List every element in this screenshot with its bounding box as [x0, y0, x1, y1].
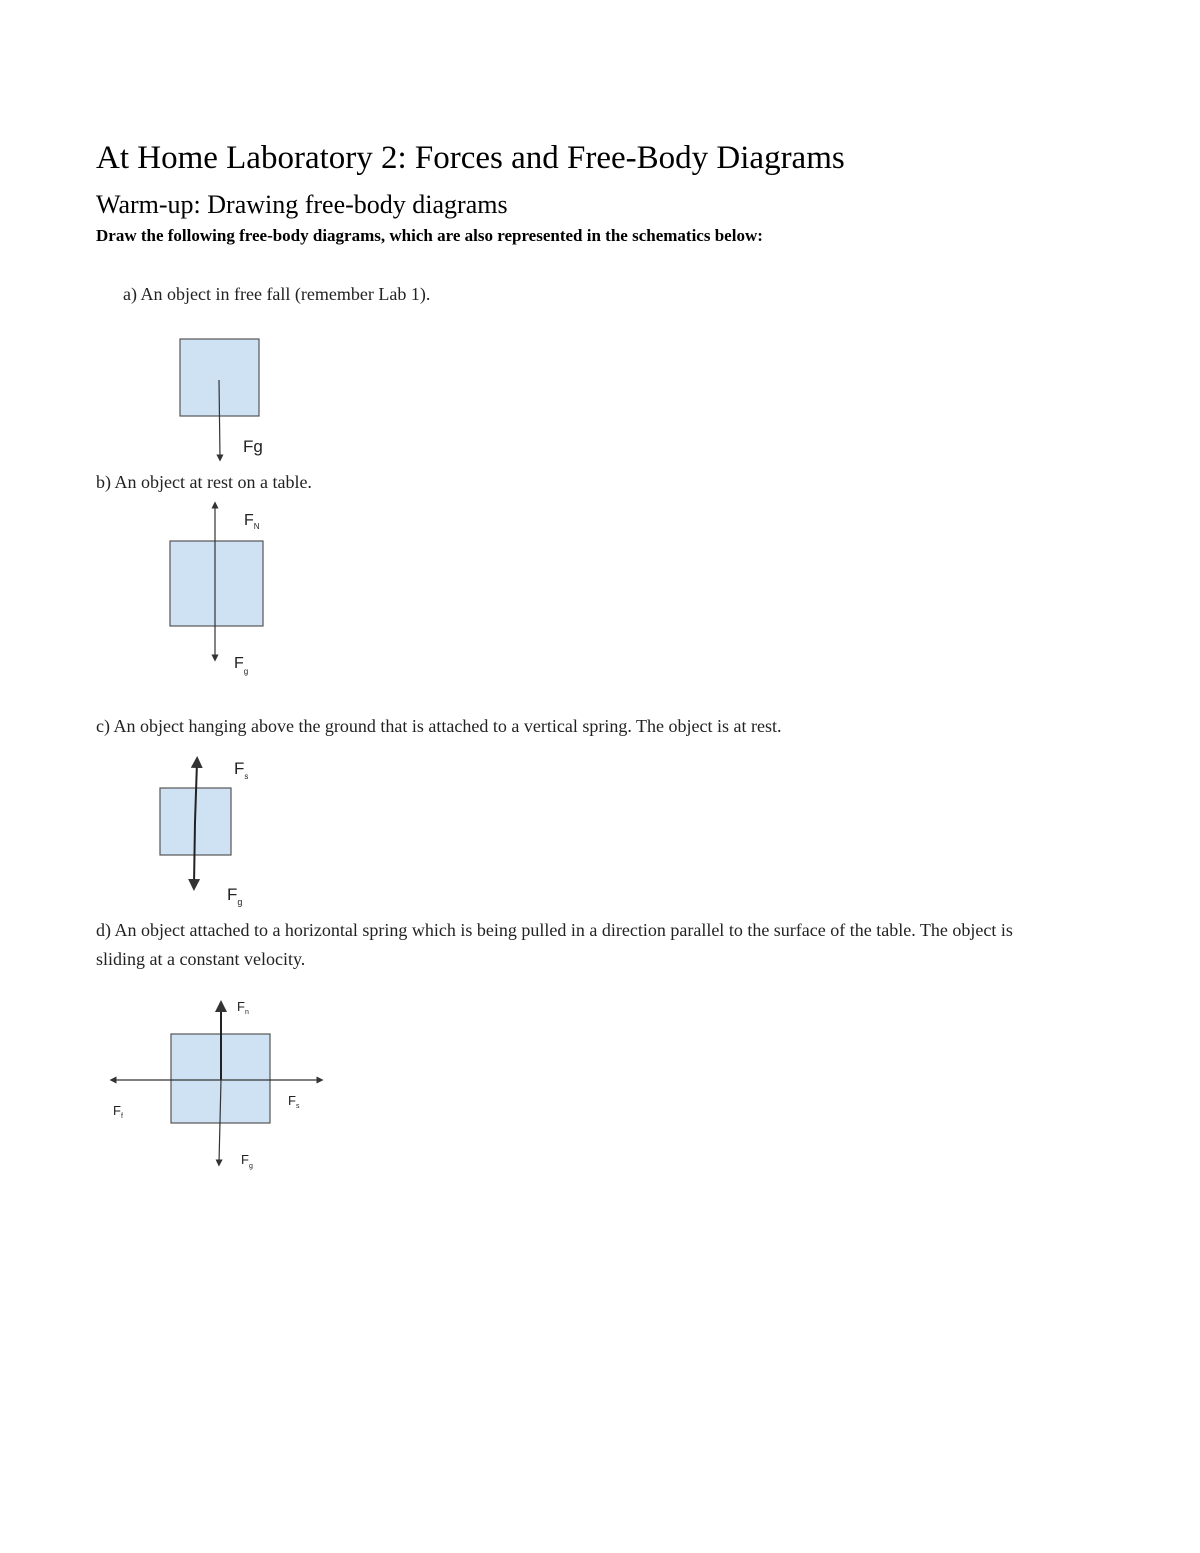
force-label-ff: $F_f$ [113, 1103, 123, 1120]
diagram-d-horizontal-spring [113, 999, 320, 1170]
item-d-text: d) An object attached to a horizontal spring which is being pulled in a direction parallel to the surface of the table. The object is sliding at a constant velocity. [96, 920, 1013, 969]
diagram-b-at-rest [170, 505, 263, 676]
force-label-fg: $F_g$ [227, 885, 243, 907]
instruction-text: Draw the following free-body diagrams, which are also represented in the schematics below: [96, 226, 763, 245]
force-label-fg: $F_g$ [241, 1152, 253, 1170]
diagram-a-free-fall [180, 339, 263, 458]
page-title: At Home Laboratory 2: Forces and Free-Body Diagrams [96, 140, 845, 176]
object-box [170, 541, 263, 626]
item-b-text: b) An object at rest on a table. [96, 472, 312, 492]
force-label-fg: Fg [243, 437, 263, 456]
item-c-text: c) An object hanging above the ground that is attached to a vertical spring. The object is at rest. [96, 716, 782, 736]
item-a-text: a) An object in free fall (remember Lab 1). [123, 284, 431, 304]
gravity-arrow [194, 822, 195, 885]
force-label-fs: $F_s$ [234, 759, 249, 781]
force-label-fn: $F_n$ [237, 999, 249, 1016]
section-heading: Warm-up: Drawing free-body diagrams [96, 190, 508, 219]
force-label-fg: $F_g$ [234, 655, 249, 676]
force-label-fn: $F_N$ [244, 512, 260, 531]
force-label-fs: $F_s$ [288, 1093, 300, 1110]
diagram-c-vertical-spring [160, 759, 248, 907]
